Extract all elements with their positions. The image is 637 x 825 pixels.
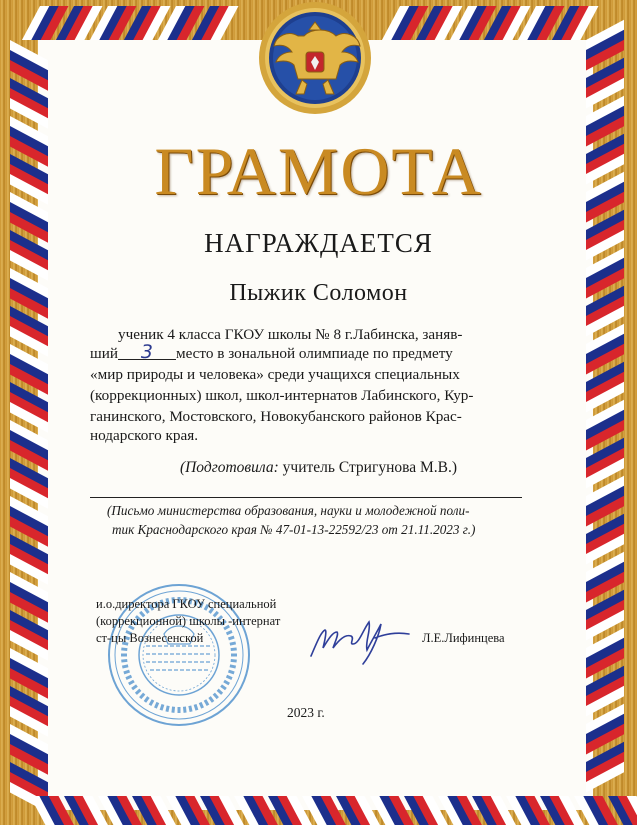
awarded-heading: НАГРАЖДАЕТСЯ bbox=[204, 228, 433, 258]
body-line-2-end: место в зональной олимпиаде по предмету bbox=[175, 345, 453, 362]
prepared-teacher: учитель Стригунова М.В.) bbox=[282, 459, 458, 476]
body-line-3: «мир природы и человека» среди учащихся специальных bbox=[90, 366, 460, 383]
body-line-2-start: ший bbox=[90, 345, 118, 362]
letter-reference-line-2: тик Краснодарского края № 47-01-13-22592/23 от 21.11.2023 г.) bbox=[112, 522, 476, 537]
certificate-year: 2023 г. bbox=[287, 705, 325, 720]
body-line-6: нодарского края. bbox=[90, 427, 199, 444]
body-line-1: ученик 4 класса ГКОУ школы № 8 г.Лабинска, заняв- bbox=[118, 326, 463, 343]
body-line-2 bbox=[90, 341, 453, 363]
certificate-title: ГРАМОТА bbox=[154, 133, 483, 209]
letter-reference-line-1: (Письмо министерства образования, науки и молодежной поли- bbox=[107, 503, 470, 518]
body-line-5: ганинского, Мостовского, Новокубанского районов Крас- bbox=[90, 408, 462, 425]
body-line-4: (коррекционных) школ, школ-интернатов Лабинского, Кур- bbox=[90, 387, 474, 404]
signatory-name: Л.Е.Лифинцева bbox=[422, 631, 505, 645]
recipient-name: Пыжик Соломон bbox=[229, 280, 408, 306]
place-number: 3 bbox=[118, 345, 176, 360]
signatory-line-2: (коррекционной) школы -интернат bbox=[96, 614, 281, 628]
signatory-line-3: ст-цы Вознесенской bbox=[96, 631, 204, 645]
prepared-by bbox=[0, 459, 637, 477]
russian-coat-of-arms-icon bbox=[246, 0, 384, 122]
divider-line bbox=[90, 497, 522, 498]
handwritten-signature bbox=[305, 608, 415, 670]
signatory-line-1: и.о.директора ГКОУ специальной bbox=[96, 597, 277, 611]
prepared-label: (Подготовила: bbox=[179, 459, 279, 476]
